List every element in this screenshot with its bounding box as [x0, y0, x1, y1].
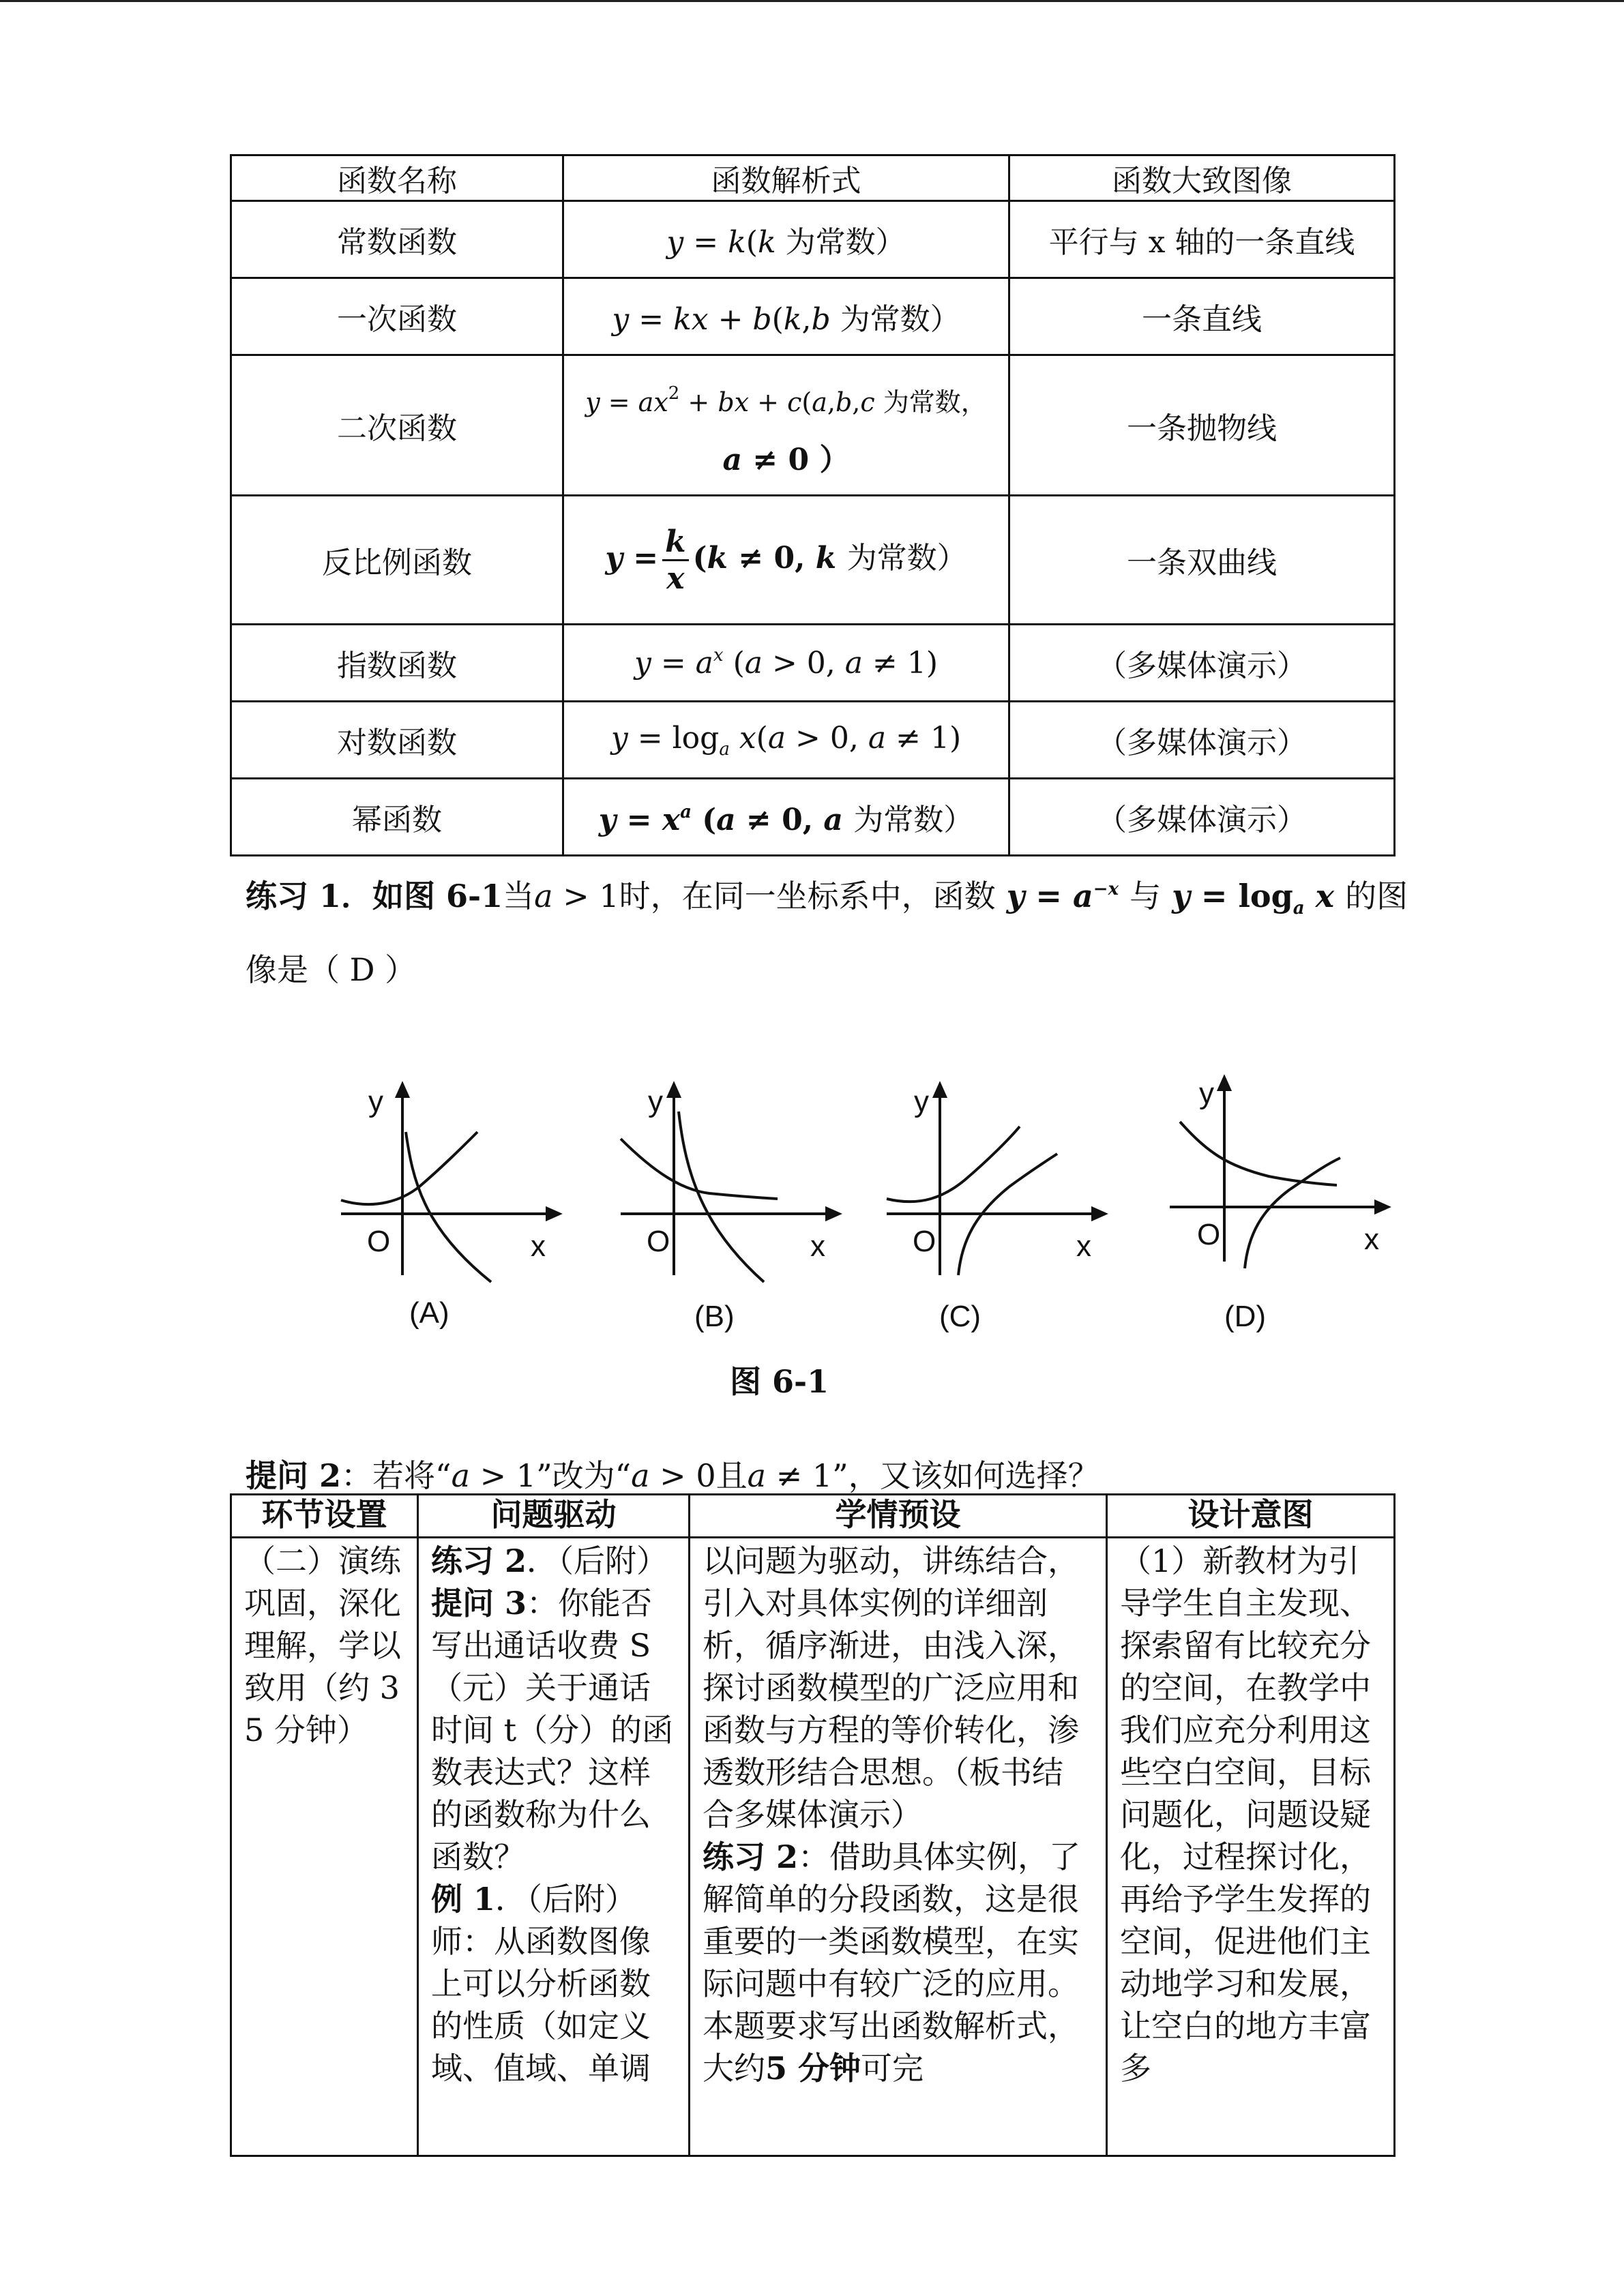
exp-curve [887, 1127, 1020, 1202]
preset-text: ：借助具体实例，了解简单的分段函数，这是很重要的一类函数模型，在实际问题中有较广泛的应用。本题要求写出函数解析式，大约 [703, 1838, 1081, 2087]
y-axis-label: y [648, 1085, 663, 1118]
y-axis-label: y [914, 1085, 929, 1118]
question-block [431, 1878, 676, 2089]
question-2-text: ：若将“ [341, 1457, 452, 1494]
stage-text: （二）演练巩固，深化理解，学以致用（约 35 分钟） [244, 1542, 401, 1748]
function-image-desc: （多媒体演示） [1009, 779, 1395, 856]
question-block [431, 1582, 676, 1878]
question-2-text: ”改为“ [536, 1457, 632, 1494]
function-image-desc: 一条抛物线 [1009, 355, 1395, 496]
exercise-1-text: 时，在同一坐标系中，函数 [619, 878, 996, 914]
function-table-header [231, 155, 1395, 201]
formula-note: 为常数） [840, 302, 960, 337]
exp-curve [341, 1132, 477, 1204]
function-formula: y = $\frac{k}{x}$ (k ≠ 0, k 为常数） [563, 496, 1009, 625]
x-axis-label: x [531, 1229, 546, 1263]
origin-label: O [367, 1225, 391, 1258]
question-text: ．（后附）师：从函数图像上可以分析函数的性质（如定义域、值域、单调 [431, 1881, 651, 2087]
formula-note: 为常数） [853, 803, 974, 837]
bold-label: 练习 2 [431, 1542, 527, 1579]
y-axis-arrow [934, 1084, 945, 1097]
formula-note: 为常数） [846, 540, 967, 576]
function-name: 对数函数 [231, 702, 563, 779]
question-2-text: 且 [715, 1457, 748, 1494]
function-formula: $y = \log_a x(a > 0$, a ≠ 1) [563, 702, 1009, 779]
exercise-1-line: 练习 1．如图 6-1当a > 1时，在同一坐标系中，函数 $y = a^{-x}$ 与 $y = \log_a x$ 的图 [246, 878, 1408, 919]
function-formula: $y = x^a$ (a ≠ 0, a 为常数） [563, 779, 1009, 856]
table-row [231, 496, 1395, 625]
table-row [231, 201, 1395, 278]
x-axis-label: x [810, 1229, 825, 1263]
exercise-1-answer: 像是（ D ） [246, 951, 417, 988]
table-row [231, 779, 1395, 856]
panel-label: (B) [694, 1300, 735, 1333]
header-cell: 环节设置 [231, 1495, 418, 1538]
preset-text: 以问题为驱动，讲练结合，引入对具体实例的详细剖析，循序渐进，由浅入深，探讨函数模型的广泛应用和函数与方程的等价转化，渗透数形结合思想。（板书结合多媒体演示） [703, 1542, 1079, 1833]
function-formula: $y = ax^2$ + bx + c(a,b,c 为常数， a ≠ 0 ） [563, 355, 1009, 496]
table-row [231, 625, 1395, 702]
function-name: 二次函数 [231, 355, 563, 496]
header-cell: 设计意图 [1107, 1495, 1395, 1538]
stage-cell [231, 1538, 418, 2156]
x-axis-label: x [1364, 1223, 1379, 1256]
table-row [231, 278, 1395, 355]
origin-label: O [913, 1225, 936, 1258]
page-top-border [0, 0, 1624, 2]
formula-note: 为常数， [883, 387, 987, 417]
bold-label: 提问 3 [431, 1585, 527, 1622]
function-name: 幂函数 [231, 779, 563, 856]
y-axis-arrow [397, 1084, 408, 1097]
header-cell: 函数大致图像 [1009, 155, 1395, 201]
function-image-desc: （多媒体演示） [1009, 625, 1395, 702]
x-axis-arrow [1376, 1202, 1388, 1212]
y-axis-label: y [368, 1085, 383, 1118]
bold-label: 练习 2 [703, 1838, 799, 1875]
bold-label: 例 1 [431, 1881, 496, 1918]
x-axis-label: x [1076, 1229, 1091, 1263]
log-curve [406, 1132, 491, 1282]
question-2-text: ”，又该如何选择？ [832, 1457, 1099, 1494]
function-table [230, 154, 1396, 856]
exercise-1-text: 与 [1130, 878, 1162, 914]
function-image-desc: 一条双曲线 [1009, 496, 1395, 625]
preset-text: 可完 [861, 2050, 924, 2087]
exp-curve [621, 1139, 778, 1199]
function-formula: $y = a^x$ (a > 0, a ≠ 1) [563, 625, 1009, 702]
exercise-1-label: 练习 1．如图 6-1 [246, 878, 503, 914]
origin-label: O [647, 1225, 670, 1258]
figure-caption: 图 6-1 [730, 1363, 829, 1400]
question-cell [418, 1538, 690, 2156]
function-name: 常数函数 [231, 201, 563, 278]
function-image-desc: 一条直线 [1009, 278, 1395, 355]
exercise-1-text: 的图 [1345, 878, 1408, 914]
formula-note: 为常数） [785, 225, 906, 260]
table-row [231, 702, 1395, 779]
fraction: $\frac{k}{x}$ [662, 524, 689, 596]
preset-block [703, 1836, 1093, 2089]
panel-label: (A) [409, 1296, 449, 1330]
x-axis-arrow [827, 1208, 839, 1219]
question-text: ．（后附） [527, 1542, 668, 1579]
preset-cell [690, 1538, 1107, 2156]
function-image-desc: 平行与 x 轴的一条直线 [1009, 201, 1395, 278]
panel-label: (C) [939, 1300, 981, 1333]
function-formula: y = k(k 为常数） [563, 201, 1009, 278]
lesson-table-header [231, 1495, 1395, 1538]
panel-label: (D) [1224, 1300, 1267, 1333]
x-axis-arrow [547, 1208, 559, 1219]
y-axis-arrow [1219, 1077, 1230, 1090]
y-axis-label: y [1199, 1077, 1214, 1110]
question-block [431, 1540, 676, 1582]
function-name: 反比例函数 [231, 496, 563, 625]
question-2-label: 提问 2 [246, 1457, 342, 1494]
exercise-1-text: 当 [503, 878, 535, 914]
function-formula: y = kx + b(k,b 为常数） [563, 278, 1009, 355]
figure-6-1 [300, 1071, 1405, 1364]
function-name: 指数函数 [231, 625, 563, 702]
function-name: 一次函数 [231, 278, 563, 355]
header-cell: 学情预设 [690, 1495, 1107, 1538]
function-image-desc: （多媒体演示） [1009, 702, 1395, 779]
y-axis-arrow [668, 1084, 679, 1097]
table-row [231, 355, 1395, 496]
header-cell: 函数解析式 [563, 155, 1009, 201]
intent-cell [1107, 1538, 1395, 2156]
bold-label: 5 分钟 [765, 2050, 861, 2087]
header-cell: 函数名称 [231, 155, 563, 201]
header-cell: 问题驱动 [418, 1495, 690, 1538]
exp-curve [1180, 1122, 1337, 1185]
lesson-design-table [230, 1493, 1396, 2157]
intent-text: （1）新教材为引导学生自主发现、探索留有比较充分的空间，在教学中我们应充分利用这些空白空间，目标问题化，问题设疑化，过程探讨化，再给予学生发挥的空间，促进他们主动地学习和发展，让空白的地方丰富多 [1120, 1542, 1371, 2087]
x-axis-arrow [1093, 1208, 1105, 1219]
table-row [231, 1538, 1395, 2156]
question-2-line: 提问 2：若将“a > 1”改为“a > 0且a ≠ 1”，又该如何选择？ [246, 1457, 1099, 1494]
origin-label: O [1197, 1218, 1221, 1251]
question-text: ：你能否写出通话收费 S（元）关于通话时间 t（分）的函数表达式？这样的函数称为什么函数？ [431, 1585, 674, 1875]
